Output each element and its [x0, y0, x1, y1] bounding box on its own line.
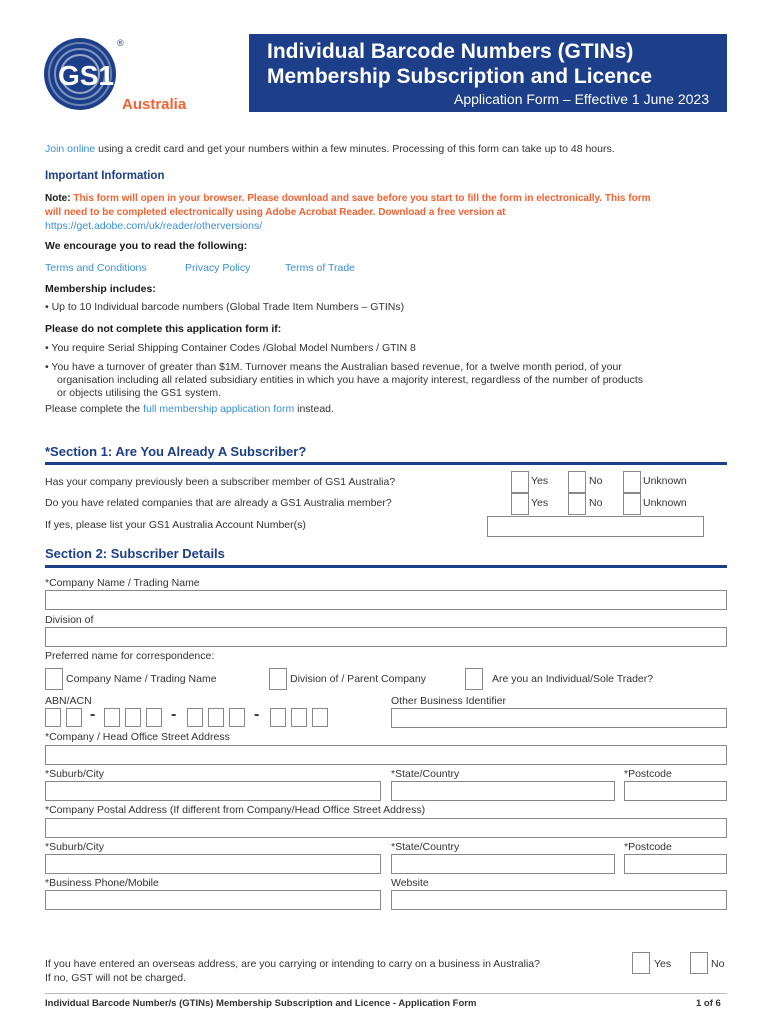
section-2-title: Section 2: Subscriber Details: [45, 546, 225, 561]
footer-title: Individual Barcode Number/s (GTINs) Membership Subscription and Licence - Application Form: [45, 998, 477, 1009]
division-label: Division of: [45, 614, 94, 626]
q2-unknown-label: Unknown: [643, 497, 687, 509]
section-1-rule: [45, 462, 727, 465]
note-label: Note:: [45, 193, 71, 204]
postcode2-label: *Postcode: [624, 841, 672, 853]
account-number-input[interactable]: [487, 516, 704, 537]
abn-separator: -: [171, 706, 177, 723]
complete-pre: Please complete the: [45, 403, 144, 415]
division-input[interactable]: [45, 627, 727, 647]
abn-digit[interactable]: [312, 708, 328, 727]
logo-registered: ®: [117, 38, 124, 48]
overseas-note: If no, GST will not be charged.: [45, 972, 187, 984]
full-application-link[interactable]: full membership application form: [143, 403, 295, 415]
adobe-link[interactable]: https://get.adobe.com/uk/reader/otherversions/: [45, 220, 263, 232]
q1-label: Has your company previously been a subscriber member of GS1 Australia?: [45, 476, 396, 488]
overseas-no-label: No: [711, 958, 725, 970]
q1-no-label: No: [589, 475, 603, 487]
abn-label: ABN/ACN: [45, 695, 92, 707]
q2-no-checkbox[interactable]: [568, 493, 586, 515]
postal-label: *Company Postal Address (If different from Company/Head Office Street Address): [45, 804, 426, 816]
suburb-input[interactable]: [45, 781, 381, 801]
title-line-2: Membership Subscription and Licence: [267, 65, 653, 88]
street-input[interactable]: [45, 745, 727, 765]
not-item-2-line-1: • You have a turnover of greater than $1M. Turnover means the Australian based revenue, for a twelve month period, of your: [45, 361, 622, 373]
abn-digit[interactable]: [45, 708, 61, 727]
join-online-link[interactable]: Join online: [45, 143, 96, 155]
state-label: *State/Country: [391, 768, 460, 780]
abn-separator: -: [90, 706, 96, 723]
q1-unknown-label: Unknown: [643, 475, 687, 487]
note-line-2: will need to be completed electronically using Adobe Acrobat Reader. Download a free version at: [45, 207, 506, 218]
overseas-no-checkbox[interactable]: [690, 952, 708, 974]
abn-digit[interactable]: [270, 708, 286, 727]
postcode-label: *Postcode: [624, 768, 672, 780]
website-label: Website: [391, 877, 429, 889]
abn-digit[interactable]: [208, 708, 224, 727]
section-1-title: *Section 1: Are You Already A Subscriber?: [45, 444, 307, 459]
postcode-input[interactable]: [624, 781, 727, 801]
q1-yes-label: Yes: [531, 475, 549, 487]
other-id-input[interactable]: [391, 708, 727, 728]
abn-digit[interactable]: [125, 708, 141, 727]
state2-input[interactable]: [391, 854, 615, 874]
pref-company-label: Company Name / Trading Name: [66, 673, 217, 685]
not-item-1: • You require Serial Shipping Container Codes /Global Model Numbers / GTIN 8: [45, 342, 416, 354]
suburb2-input[interactable]: [45, 854, 381, 874]
postcode2-input[interactable]: [624, 854, 727, 874]
footer-rule: [45, 993, 727, 994]
overseas-yes-checkbox[interactable]: [632, 952, 650, 974]
includes-item: • Up to 10 Individual barcode numbers (Global Trade Item Numbers – GTINs): [45, 301, 405, 313]
overseas-question: If you have entered an overseas address, are you carrying or intending to carry on a business in Australia?: [45, 958, 540, 970]
note-line-1: [45, 193, 651, 204]
not-item-2-line-2: organisation including all related subsidiary entities in which you have a majority interest, regardless of the number of products: [57, 374, 643, 386]
suburb-label: *Suburb/City: [45, 768, 104, 780]
abn-separator: -: [254, 706, 260, 723]
q2-no-label: No: [589, 497, 603, 509]
website-input[interactable]: [391, 890, 727, 910]
overseas-yes-label: Yes: [654, 958, 672, 970]
phone-label: *Business Phone/Mobile: [45, 877, 159, 889]
logo-country: Australia: [122, 96, 187, 113]
phone-input[interactable]: [45, 890, 381, 910]
sole-trader-checkbox[interactable]: [465, 668, 483, 690]
complete-post: instead.: [294, 403, 334, 415]
complete-line: [45, 403, 334, 415]
q2-yes-label: Yes: [531, 497, 549, 509]
abn-digit[interactable]: [291, 708, 307, 727]
abn-digit[interactable]: [229, 708, 245, 727]
q2-unknown-checkbox[interactable]: [623, 493, 641, 515]
not-item-2-line-3: or objects utilising the GS1 system.: [57, 387, 221, 399]
pref-division-label: Division of / Parent Company: [290, 673, 426, 685]
note-text-1: This form will open in your browser. Please download and save before you start to fill the form in electronically. This form: [73, 193, 651, 204]
state-input[interactable]: [391, 781, 615, 801]
q2-label: Do you have related companies that are already a GS1 Australia member?: [45, 497, 392, 509]
title-line-1: Individual Barcode Numbers (GTINs): [267, 40, 634, 63]
q1-unknown-checkbox[interactable]: [623, 471, 641, 493]
terms-conditions-link[interactable]: Terms and Conditions: [45, 262, 147, 274]
privacy-policy-link[interactable]: Privacy Policy: [185, 262, 251, 274]
abn-digit[interactable]: [104, 708, 120, 727]
intro-line: [45, 143, 615, 155]
encourage-text: We encourage you to read the following:: [45, 240, 248, 252]
pref-division-checkbox[interactable]: [269, 668, 287, 690]
company-name-label: *Company Name / Trading Name: [45, 577, 200, 589]
important-heading: Important Information: [45, 170, 165, 182]
includes-heading: Membership includes:: [45, 283, 156, 295]
q3-label: If yes, please list your GS1 Australia Account Number(s): [45, 519, 306, 531]
company-name-input[interactable]: [45, 590, 727, 610]
q1-no-checkbox[interactable]: [568, 471, 586, 493]
q1-yes-checkbox[interactable]: [511, 471, 529, 493]
postal-input[interactable]: [45, 818, 727, 838]
terms-of-trade-link[interactable]: Terms of Trade: [285, 262, 356, 274]
abn-digit[interactable]: [66, 708, 82, 727]
section-2-rule: [45, 565, 727, 568]
preferred-label: Preferred name for correspondence:: [45, 650, 215, 662]
street-label: *Company / Head Office Street Address: [45, 731, 230, 743]
intro-text: using a credit card and get your numbers within a few minutes. Processing of this form can take up to 48 hours.: [95, 143, 615, 155]
logo-mark: GS1: [58, 60, 115, 91]
q2-yes-checkbox[interactable]: [511, 493, 529, 515]
abn-digit[interactable]: [146, 708, 162, 727]
not-heading: Please do not complete this application form if:: [45, 323, 282, 335]
title-banner: [249, 34, 727, 112]
sole-trader-label: Are you an Individual/Sole Trader?: [492, 673, 654, 685]
subtitle: Application Form – Effective 1 June 2023: [453, 91, 709, 107]
other-id-label: Other Business Identifier: [391, 695, 506, 707]
state2-label: *State/Country: [391, 841, 460, 853]
page-number: 1 of 6: [696, 998, 721, 1009]
pref-company-checkbox[interactable]: [45, 668, 63, 690]
suburb2-label: *Suburb/City: [45, 841, 104, 853]
abn-digit[interactable]: [187, 708, 203, 727]
